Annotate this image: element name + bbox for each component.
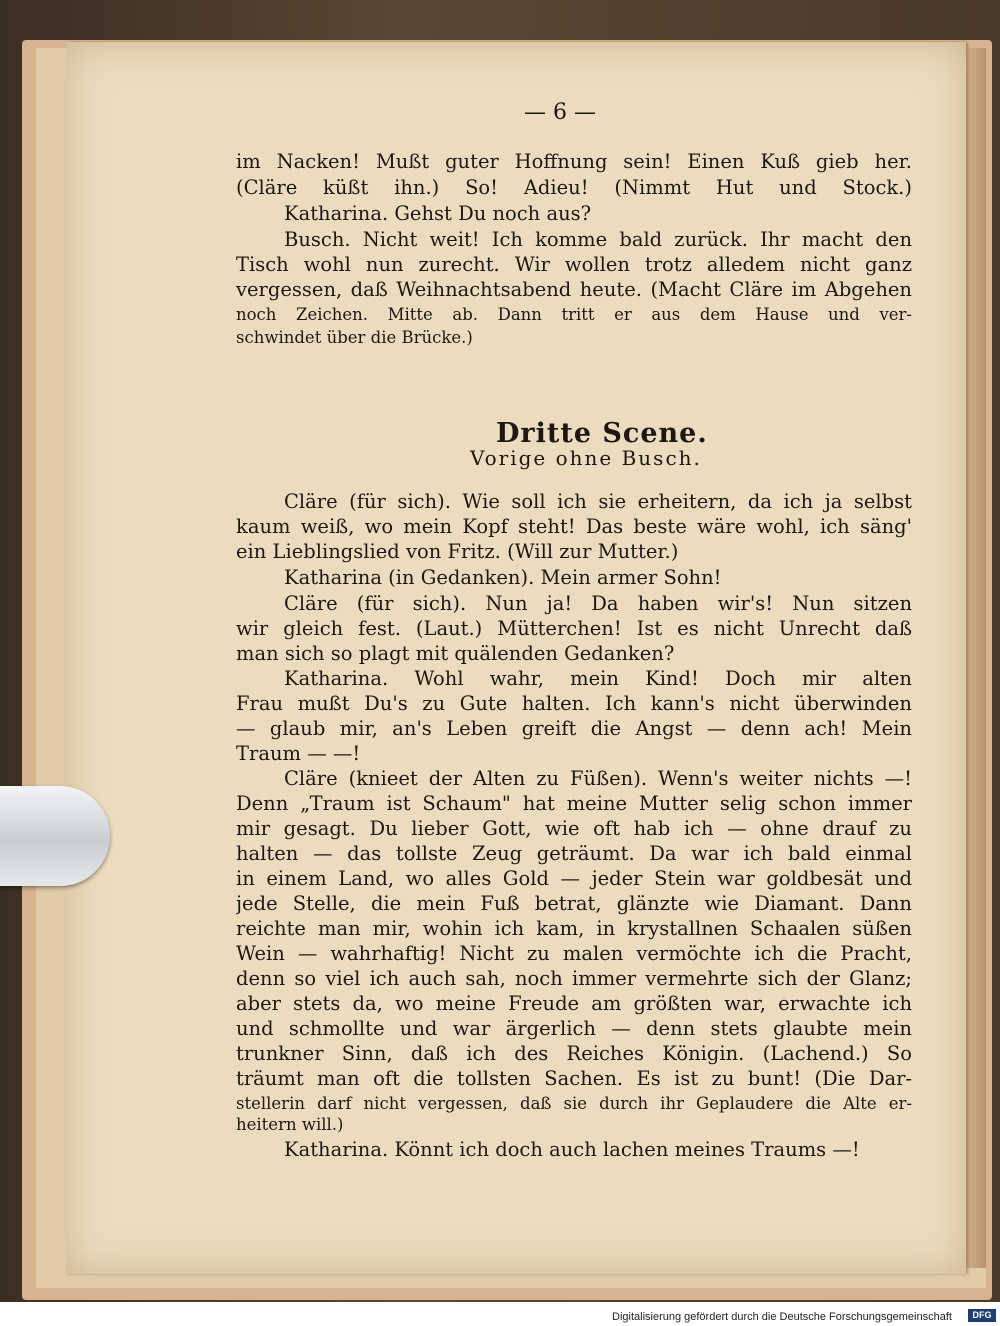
scene-heading: Dritte Scene.: [496, 418, 708, 449]
text-line: kaum weiß, wo mein Kopf steht! Das beste wäre wohl, ich säng': [236, 515, 912, 538]
text-line: stellerin darf nicht vergessen, daß sie durch ihr Geplaudere die Alte er-: [236, 1094, 912, 1113]
text-line: Tisch wohl nun zurecht. Wir wollen trotz alledem nicht ganz: [236, 253, 912, 276]
text-line: trunkner Sinn, daß ich des Reiches Königin. (Lachend.) So: [236, 1042, 912, 1065]
text-line: reichte man mir, wohin ich kam, in krystallnen Schaalen süßen: [236, 917, 912, 940]
text-line: träumt man oft die tollsten Sachen. Es ist zu bunt! (Die Dar-: [236, 1067, 912, 1090]
text-line: im Nacken! Mußt guter Hoffnung sein! Einen Kuß gieb her.: [236, 150, 912, 173]
page-edge: [966, 48, 986, 1268]
text-line: mir gesagt. Du lieber Gott, wie oft hab ich — ohne drauf zu: [236, 817, 912, 840]
text-line: jede Stelle, die mein Fuß betrat, glänzte wie Diamant. Dann: [236, 892, 912, 915]
text-line: halten — das tollste Zeug geträumt. Da war ich bald einmal: [236, 842, 912, 865]
text-line: Frau mußt Du's zu Gute halten. Ich kann's nicht überwinden: [236, 692, 912, 715]
text-line: Cläre (für sich). Nun ja! Da haben wir's! Nun sitzen: [284, 592, 912, 615]
text-line: Wein — wahrhaftig! Nicht zu malen vermöchte ich die Pracht,: [236, 942, 912, 965]
text-line: noch Zeichen. Mitte ab. Dann tritt er aus dem Hause und ver-: [236, 305, 912, 324]
page-number: — 6 —: [524, 100, 596, 125]
text-line: heitern will.): [236, 1115, 344, 1134]
plastic-clip: [0, 786, 110, 886]
text-line: Katharina. Könnt ich doch auch lachen meines Traums —!: [284, 1138, 860, 1161]
text-line: Busch. Nicht weit! Ich komme bald zurück. Ihr macht den: [284, 228, 912, 251]
text-line: Traum — —!: [236, 742, 361, 765]
dfg-logo: DFG: [968, 1309, 996, 1322]
text-line: Katharina (in Gedanken). Mein armer Sohn!: [284, 566, 722, 589]
scene-subheading: Vorige ohne Busch.: [470, 446, 702, 470]
text-line: und schmollte und war ärgerlich — denn stets glaubte mein: [236, 1017, 912, 1040]
text-line: ein Lieblingslied von Fritz. (Will zur Mutter.): [236, 540, 679, 563]
text-line: in einem Land, wo alles Gold — jeder Stein war goldbesät und: [236, 867, 912, 890]
text-line: Denn „Traum ist Schaum" hat meine Mutter selig schon immer: [236, 792, 912, 815]
text-line: (Cläre küßt ihn.) So! Adieu! (Nimmt Hut und Stock.): [236, 176, 912, 199]
text-line: Katharina. Gehst Du noch aus?: [284, 202, 592, 225]
text-line: denn so viel ich auch sah, noch immer vermehrte sich der Glanz;: [236, 967, 912, 990]
text-line: schwindet über die Brücke.): [236, 328, 473, 347]
text-line: Cläre (für sich). Wie soll ich sie erheitern, da ich ja selbst: [284, 490, 912, 513]
text-line: — glaub mir, an's Leben greift die Angst — denn ach! Mein: [236, 717, 912, 740]
text-line: wir gleich fest. (Laut.) Mütterchen! Ist es nicht Unrecht daß: [236, 617, 912, 640]
funding-credit: Digitalisierung gefördert durch die Deutsche Forschungsgemeinschaft: [612, 1311, 952, 1323]
text-line: man sich so plagt mit quälenden Gedanken?: [236, 642, 675, 665]
text-line: Cläre (knieet der Alten zu Füßen). Wenn's weiter nichts —!: [284, 767, 912, 790]
text-line: aber stets da, wo meine Freude am größten war, erwachte ich: [236, 992, 912, 1015]
text-line: vergessen, daß Weihnachtsabend heute. (Macht Cläre im Abgehen: [236, 278, 912, 301]
text-line: Katharina. Wohl wahr, mein Kind! Doch mir alten: [284, 667, 912, 690]
